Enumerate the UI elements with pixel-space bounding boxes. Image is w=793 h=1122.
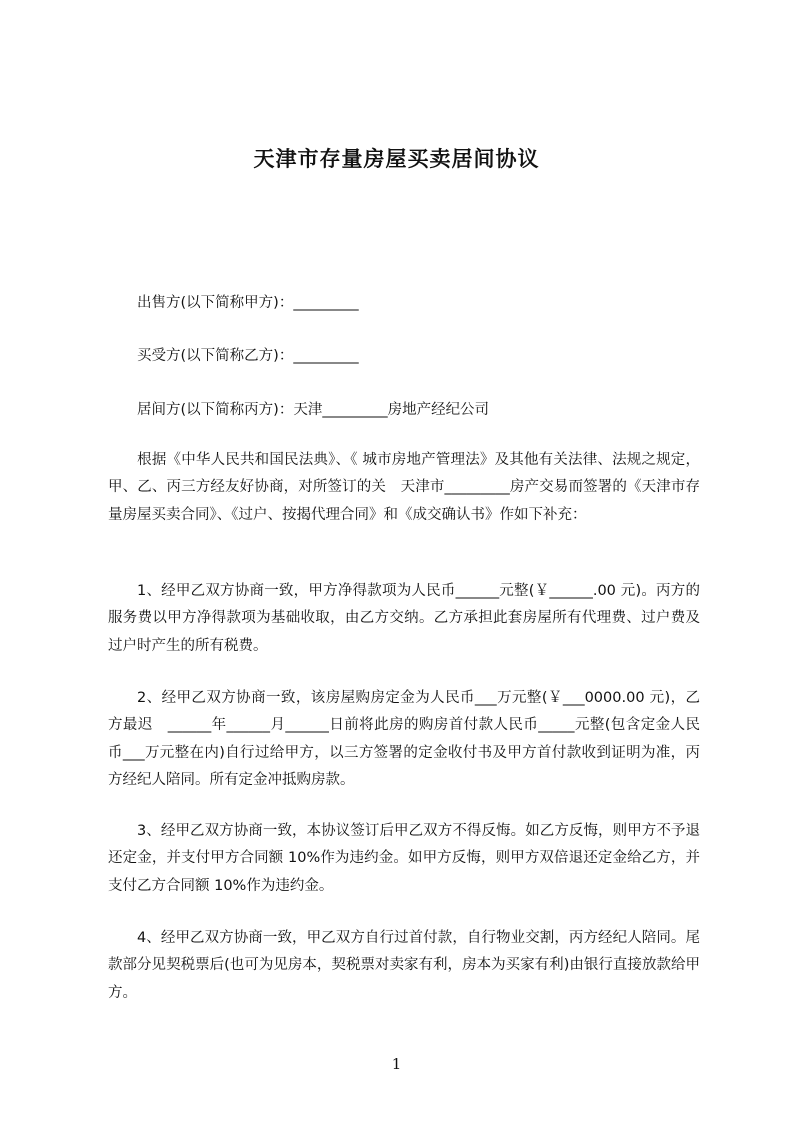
party-seller: 出售方(以下简称甲方)：_________ (137, 295, 359, 311)
intro-text: 根据《中华人民共和国民法典》、《 城市房地产管理法》及其他有关法律、法规之规定，甲、乙、丙三方经友好协商，对所签订的关 天津市_________房产交易而签署的《天津市存量房屋买卖合同》、《过户、按揭代理合同》和《成交确认书》作如下补充： (108, 452, 700, 523)
clause-1-text: 1、经甲乙双方协商一致，甲方净得款项为人民币______元整(￥______.00 元)。丙方的服务费以甲方净得款项为基础收取，由乙方交纳。乙方承担此套房屋所有代理费、过户费及过户时产生的所有税费。 (108, 583, 700, 654)
party-agent: 居间方(以下简称丙方)：天津_________房地产经纪公司 (137, 402, 490, 418)
clause-3 (108, 818, 700, 900)
clause-4-text: 4、经甲乙双方协商一致，甲乙双方自行过首付款，自行物业交割，丙方经纪人陪同。尾款部分见契税票后(也可为见房本，契税票对卖家有利，房本为买家有利)由银行直接放款给甲方。 (108, 930, 700, 1001)
party-buyer: 买受方(以下简称乙方)：_________ (137, 348, 359, 364)
intro-paragraph (108, 447, 700, 529)
page-number: 1 (391, 1055, 402, 1073)
clause-2-text: 2、经甲乙双方协商一致，该房屋购房定金为人民币___万元整(￥___0000.00 元)，乙方最迟 ______年______月______日前将此房的购房首付款人民币_____元整(包含定金人民币___万元整在内)自行过给甲方，以三方签署的定金收付书及甲方首付款收到证明为准，丙方经纪人陪同。所有定金冲抵购房款。 (108, 690, 700, 788)
clause-3-text: 3、经甲乙双方协商一致，本协议签订后甲乙双方不得反悔。如乙方反悔，则甲方不予退还定金，并支付甲方合同额 10%作为违约金。如甲方反悔，则甲方双倍退还定金给乙方，并支付乙方合同额 10%作为违约金。 (108, 823, 700, 894)
document-title: 天津市存量房屋买卖居间协议 (253, 147, 540, 171)
clause-4 (108, 925, 700, 1007)
clause-2 (108, 685, 700, 794)
clause-1 (108, 578, 700, 660)
